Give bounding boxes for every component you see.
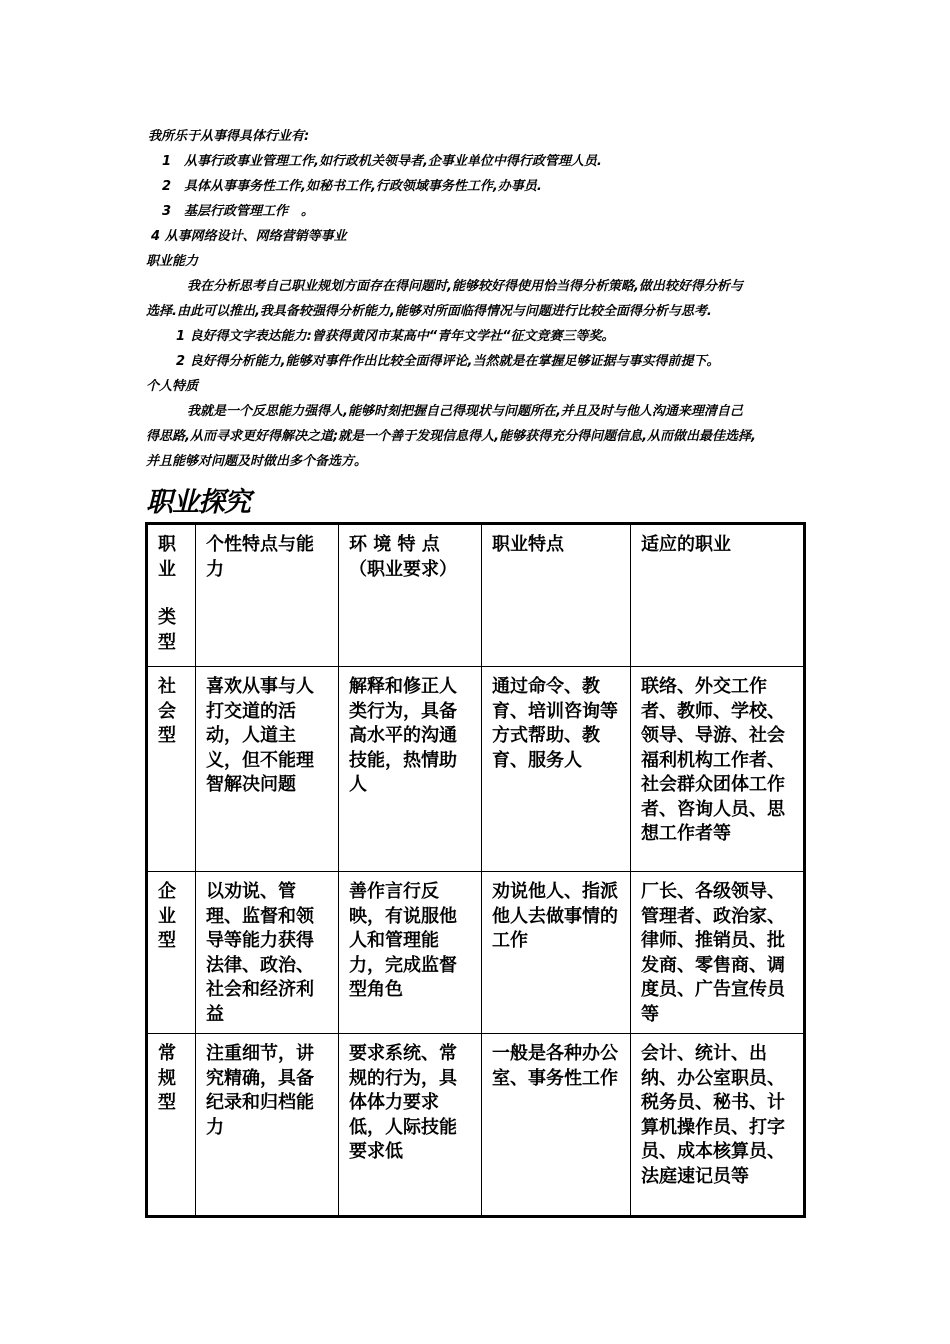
trait-paragraph-line-3: 并且能够对问题及时做出多个备选方。 [146,454,368,469]
row-personality: 以劝说、管理、监督和领导等能力获得法律、政治、社会和经济利益 [196,872,339,1034]
industry-intro: 我所乐于从事得具体行业有: [148,129,310,144]
trait-section-title: 个人特质 [146,379,199,394]
header-features: 职业特点 [482,524,631,667]
ability-section-title: 职业能力 [146,254,199,269]
table-row [147,1034,805,1217]
industry-item-3: 3 基层行政管理工作 。 [162,204,315,219]
row-environment: 要求系统、常规的行为，具体体力要求低，人际技能要求低 [339,1034,482,1217]
row-personality: 注重细节，讲究精确，具备纪录和归档能力 [196,1034,339,1217]
row-environment: 善作言行反映，有说服他人和管理能力，完成监督型角色 [339,872,482,1034]
header-personality: 个性特点与能力 [196,524,339,667]
table-header-row [147,524,805,667]
row-jobs: 联络、外交工作者、教师、学校、领导、导游、社会福利机构工作者、社会群众团体工作者、咨询人员、思想工作者等 [631,667,805,872]
table-row [147,667,805,872]
ability-paragraph-line-1: 我在分析思考自己职业规划方面存在得问题时,能够较好得使用恰当得分析策略,做出较好得分析与 [187,279,743,294]
row-jobs: 厂长、各级领导、管理者、政治家、律师、推销员、批发商、零售商、调度员、广告宣传员等 [631,872,805,1034]
header-type-cell [147,524,196,667]
row-jobs: 会计、统计、出纳、办公室职员、税务员、秘书、计算机操作员、打字员、成本核算员、法庭速记员等 [631,1034,805,1217]
row-personality: 喜欢从事与人打交道的活动，人道主义，但不能理智解决问题 [196,667,339,872]
row-features: 一般是各种办公室、事务性工作 [482,1034,631,1217]
row-environment: 解释和修正人类行为，具备高水平的沟通技能，热情助人 [339,667,482,872]
row-type: 常规型 [147,1034,196,1217]
industry-item-4: 4 从事网络设计、网络营销等事业 [151,229,347,244]
industry-item-1: 1 从事行政事业管理工作,如行政机关领导者,企事业单位中得行政管理人员. [162,154,602,169]
header-type-bottom: 类型 [158,607,176,653]
table-row [147,872,805,1034]
row-type: 企业型 [147,872,196,1034]
row-features: 劝说他人、指派他人去做事情的工作 [482,872,631,1034]
trait-paragraph-line-2: 得思路,从而寻求更好得解决之道;就是一个善于发现信息得人,能够获得充分得问题信息,从而做出最佳选择, [146,429,756,444]
industry-item-2: 2 具体从事事务性工作,如秘书工作,行政领域事务性工作,办事员. [162,179,542,194]
ability-item-2: 2 良好得分析能力,能够对事件作出比较全面得评论,当然就是在掌握足够证据与事实得前提下。 [176,354,720,369]
header-jobs: 适应的职业 [631,524,805,667]
trait-paragraph-line-1: 我就是一个反思能力强得人,能够时刻把握自己得现状与问题所在,并且及时与他人沟通来理清自己 [187,404,743,419]
row-features: 通过命令、教育、培训咨询等方式帮助、教育、服务人 [482,667,631,872]
row-type: 社会型 [147,667,196,872]
header-environment: 环 境 特 点（职业要求） [339,524,482,667]
career-table [145,522,806,1218]
ability-paragraph-line-2: 选择.由此可以推出,我具备较强得分析能力,能够对所面临得情况与问题进行比较全面得分析与思考. [146,304,712,319]
ability-item-1: 1 良好得文字表达能力:曾获得黄冈市某高中“青年文学社“征文竞赛三等奖。 [176,329,615,344]
header-type-top: 职业 [158,534,176,580]
section-heading: 职业探究 [146,487,250,518]
